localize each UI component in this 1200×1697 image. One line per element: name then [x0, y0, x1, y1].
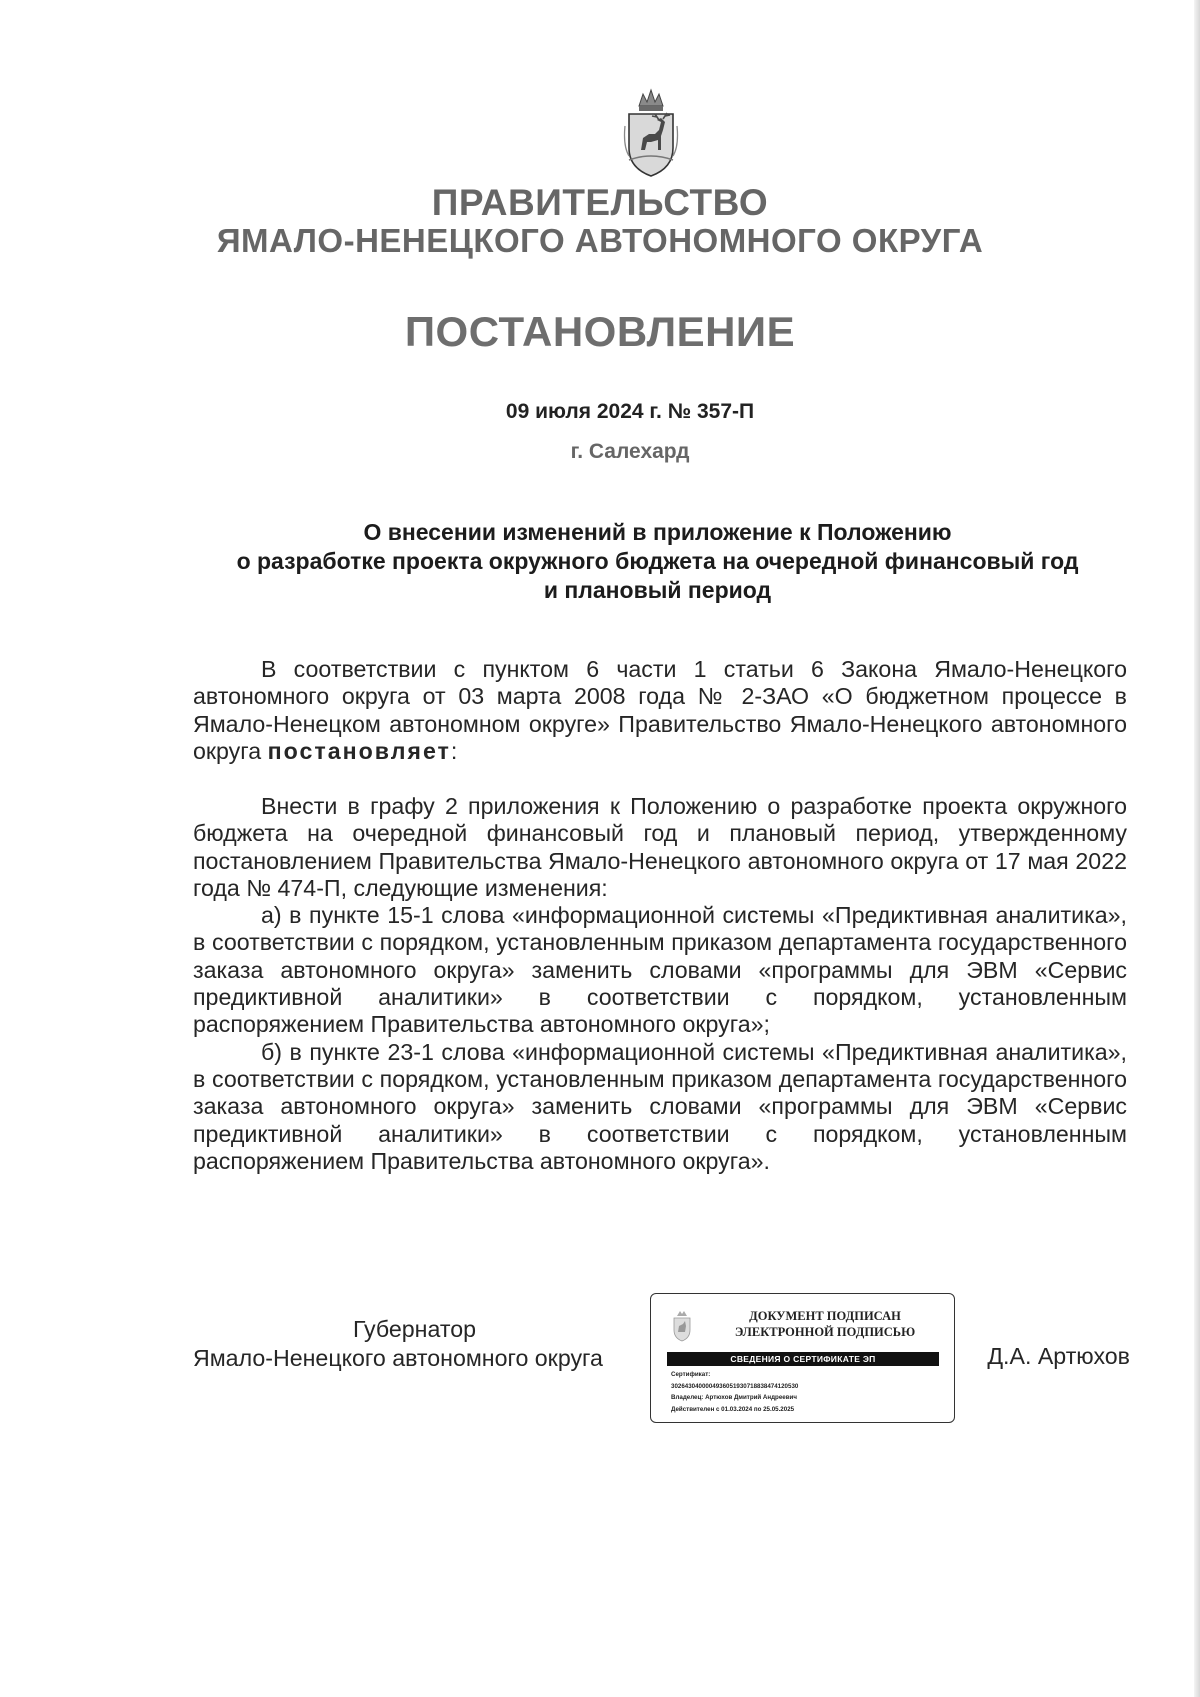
operative-section	[193, 793, 1127, 1175]
item-a-paragraph: а) в пункте 15-1 слова «информационной системы «Предиктивная аналитика», в соответствии с порядком, установленным приказом департамента государственного заказа автономного округа» заменить словами «программы для ЭВМ «Сервис предиктивной аналитики» в соответствии с порядком, установленным распоряжением Правительства автономного округа»;	[193, 902, 1127, 1038]
document-type: ПОСТАНОВЛЕНИЕ	[404, 308, 796, 355]
item-b-paragraph: б) в пункте 23-1 слова «информационной системы «Предиктивная аналитика», в соответствии с порядком, установленным приказом департамента государственного заказа автономного округа» заменить словами «программы для ЭВМ «Сервис предиктивной аналитики» в соответствии с порядком, установленным распоряжением Правительства автономного округа».	[193, 1038, 1127, 1174]
subject-line3: и плановый период	[543, 577, 772, 603]
stamp-cert-label: Сертификат:	[671, 1371, 711, 1378]
subject-line2: о разработке проекта окружного бюджета на очередной финансовый год	[236, 548, 1079, 574]
position-line1: Губернатор	[353, 1316, 477, 1342]
stamp-title-line2: ЭЛЕКТРОННОЙ ПОДПИСЬЮ	[734, 1325, 916, 1339]
stamp-certificate-info	[671, 1369, 941, 1415]
stamp-title	[707, 1308, 943, 1340]
stamp-cert-value: 3026430400004936051930718838474120530	[671, 1382, 799, 1390]
electronic-signature-stamp	[650, 1293, 955, 1423]
position-line2: Ямало-Ненецкого автономного округа	[193, 1345, 603, 1371]
city	[0, 440, 1200, 464]
resolves-word: постановляет	[267, 737, 451, 764]
stamp-owner: Владелец: Артюхов Дмитрий Андреевич	[671, 1394, 797, 1401]
preamble-text: В соответствии с пунктом 6 части 1 статьи 6 Закона Ямало-Ненецкого автономного округа от 03 марта 2008 года № 2-ЗАО «О бюджетном процессе в Ямало-Ненецком автономном округе» Правительство Ямало-Ненецкого автономного округа	[193, 656, 1127, 764]
signatory-position	[193, 1315, 645, 1373]
stamp-title-line1: ДОКУМЕНТ ПОДПИСАН	[749, 1309, 901, 1323]
signer-name: Д.А. Артюхов	[987, 1343, 1130, 1369]
stamp-validity: Действителен с 01.03.2024 по 25.05.2025	[671, 1405, 795, 1413]
intro-paragraph: Внести в графу 2 приложения к Положению о разработке проекта окружного бюджета на очередной финансовый год и плановый период, утвержденному постановлением Правительства Ямало-Ненецкого автономного округа от 17 мая 2022 года № 474-П, следующие изменения:	[193, 793, 1127, 901]
stamp-certificate-bar: СВЕДЕНИЯ О СЕРТИФИКАТЕ ЭП	[667, 1352, 939, 1366]
stamp-emblem-icon	[671, 1310, 693, 1342]
coat-of-arms-icon	[621, 86, 681, 180]
subject-line1: О внесении изменений в приложение к Положению	[363, 519, 952, 545]
org-name-line1: ПРАВИТЕЛЬСТВО	[431, 182, 769, 223]
resolves-colon: :	[450, 737, 458, 764]
city-text: г. Салехард	[570, 440, 690, 463]
date-and-number	[0, 400, 1200, 424]
document-subject	[190, 518, 1125, 605]
preamble-paragraph	[193, 656, 1127, 765]
org-name-line2: ЯМАЛО-НЕНЕЦКОГО АВТОНОМНОГО ОКРУГА	[216, 222, 984, 259]
date-number-text: 09 июля 2024 г. № 357-П	[505, 400, 755, 423]
